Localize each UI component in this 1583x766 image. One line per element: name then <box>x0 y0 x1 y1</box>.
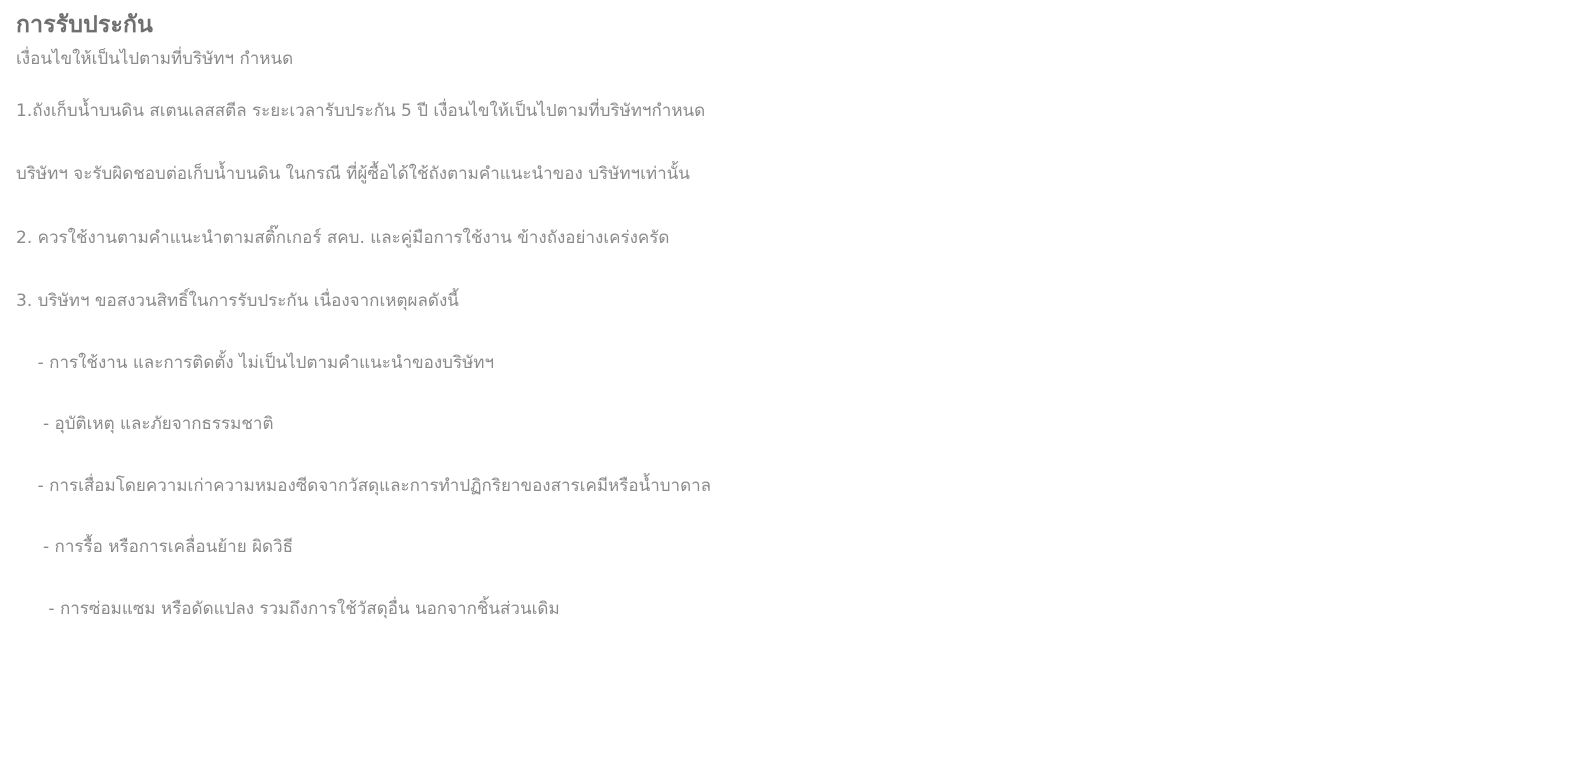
document-subtitle: เงื่อนไขให้เป็นไปตามที่บริษัทฯ กำหนด <box>16 49 294 70</box>
warranty-paragraph-3: 2. ควรใช้งานตามคำแนะนำตามสติ๊กเกอร์ สคบ. และคู่มือการใช้งาน ข้างถังอย่างเคร่งครัด <box>16 227 670 248</box>
warranty-paragraph-1: 1.ถังเก็บน้ำบนดิน สเตนเลสสตีล ระยะเวลารับประกัน 5 ปี เงื่อนไขให้เป็นไปตามที่บริษัทฯกำหนด <box>16 100 706 121</box>
warranty-paragraph-4: 3. บริษัทฯ ขอสงวนสิทธิ์ในการรับประกัน เนื่องจากเหตุผลดังนี้ <box>16 291 459 312</box>
warranty-paragraph-2: บริษัทฯ จะรับผิดชอบต่อเก็บน้ำบนดิน ในกรณี ที่ผู้ซื้อได้ใช้ถังตามคำแนะนำของ บริษัทฯเท่านั้น <box>16 164 690 185</box>
list-item: - การใช้งาน และการติดตั้ง ไม่เป็นไปตามคำแนะนำของบริษัทฯ <box>16 352 495 373</box>
list-item: - อุบัติเหตุ และภัยจากธรรมชาติ <box>16 414 274 435</box>
list-item: - การเสื่อมโดยความเก่าความหมองซีดจากวัสดุและการทำปฏิกริยาของสารเคมีหรือน้ำบาดาล <box>16 475 712 496</box>
list-item: - การซ่อมแซม หรือดัดแปลง รวมถึงการใช้วัสดุอื่น นอกจากชิ้นส่วนเดิม <box>16 598 560 619</box>
list-item: - การรื้อ หรือการเคลื่อนย้าย ผิดวิธี <box>16 537 294 558</box>
exclusion-list <box>16 351 1567 623</box>
page-title: การรับประกัน <box>16 12 154 38</box>
